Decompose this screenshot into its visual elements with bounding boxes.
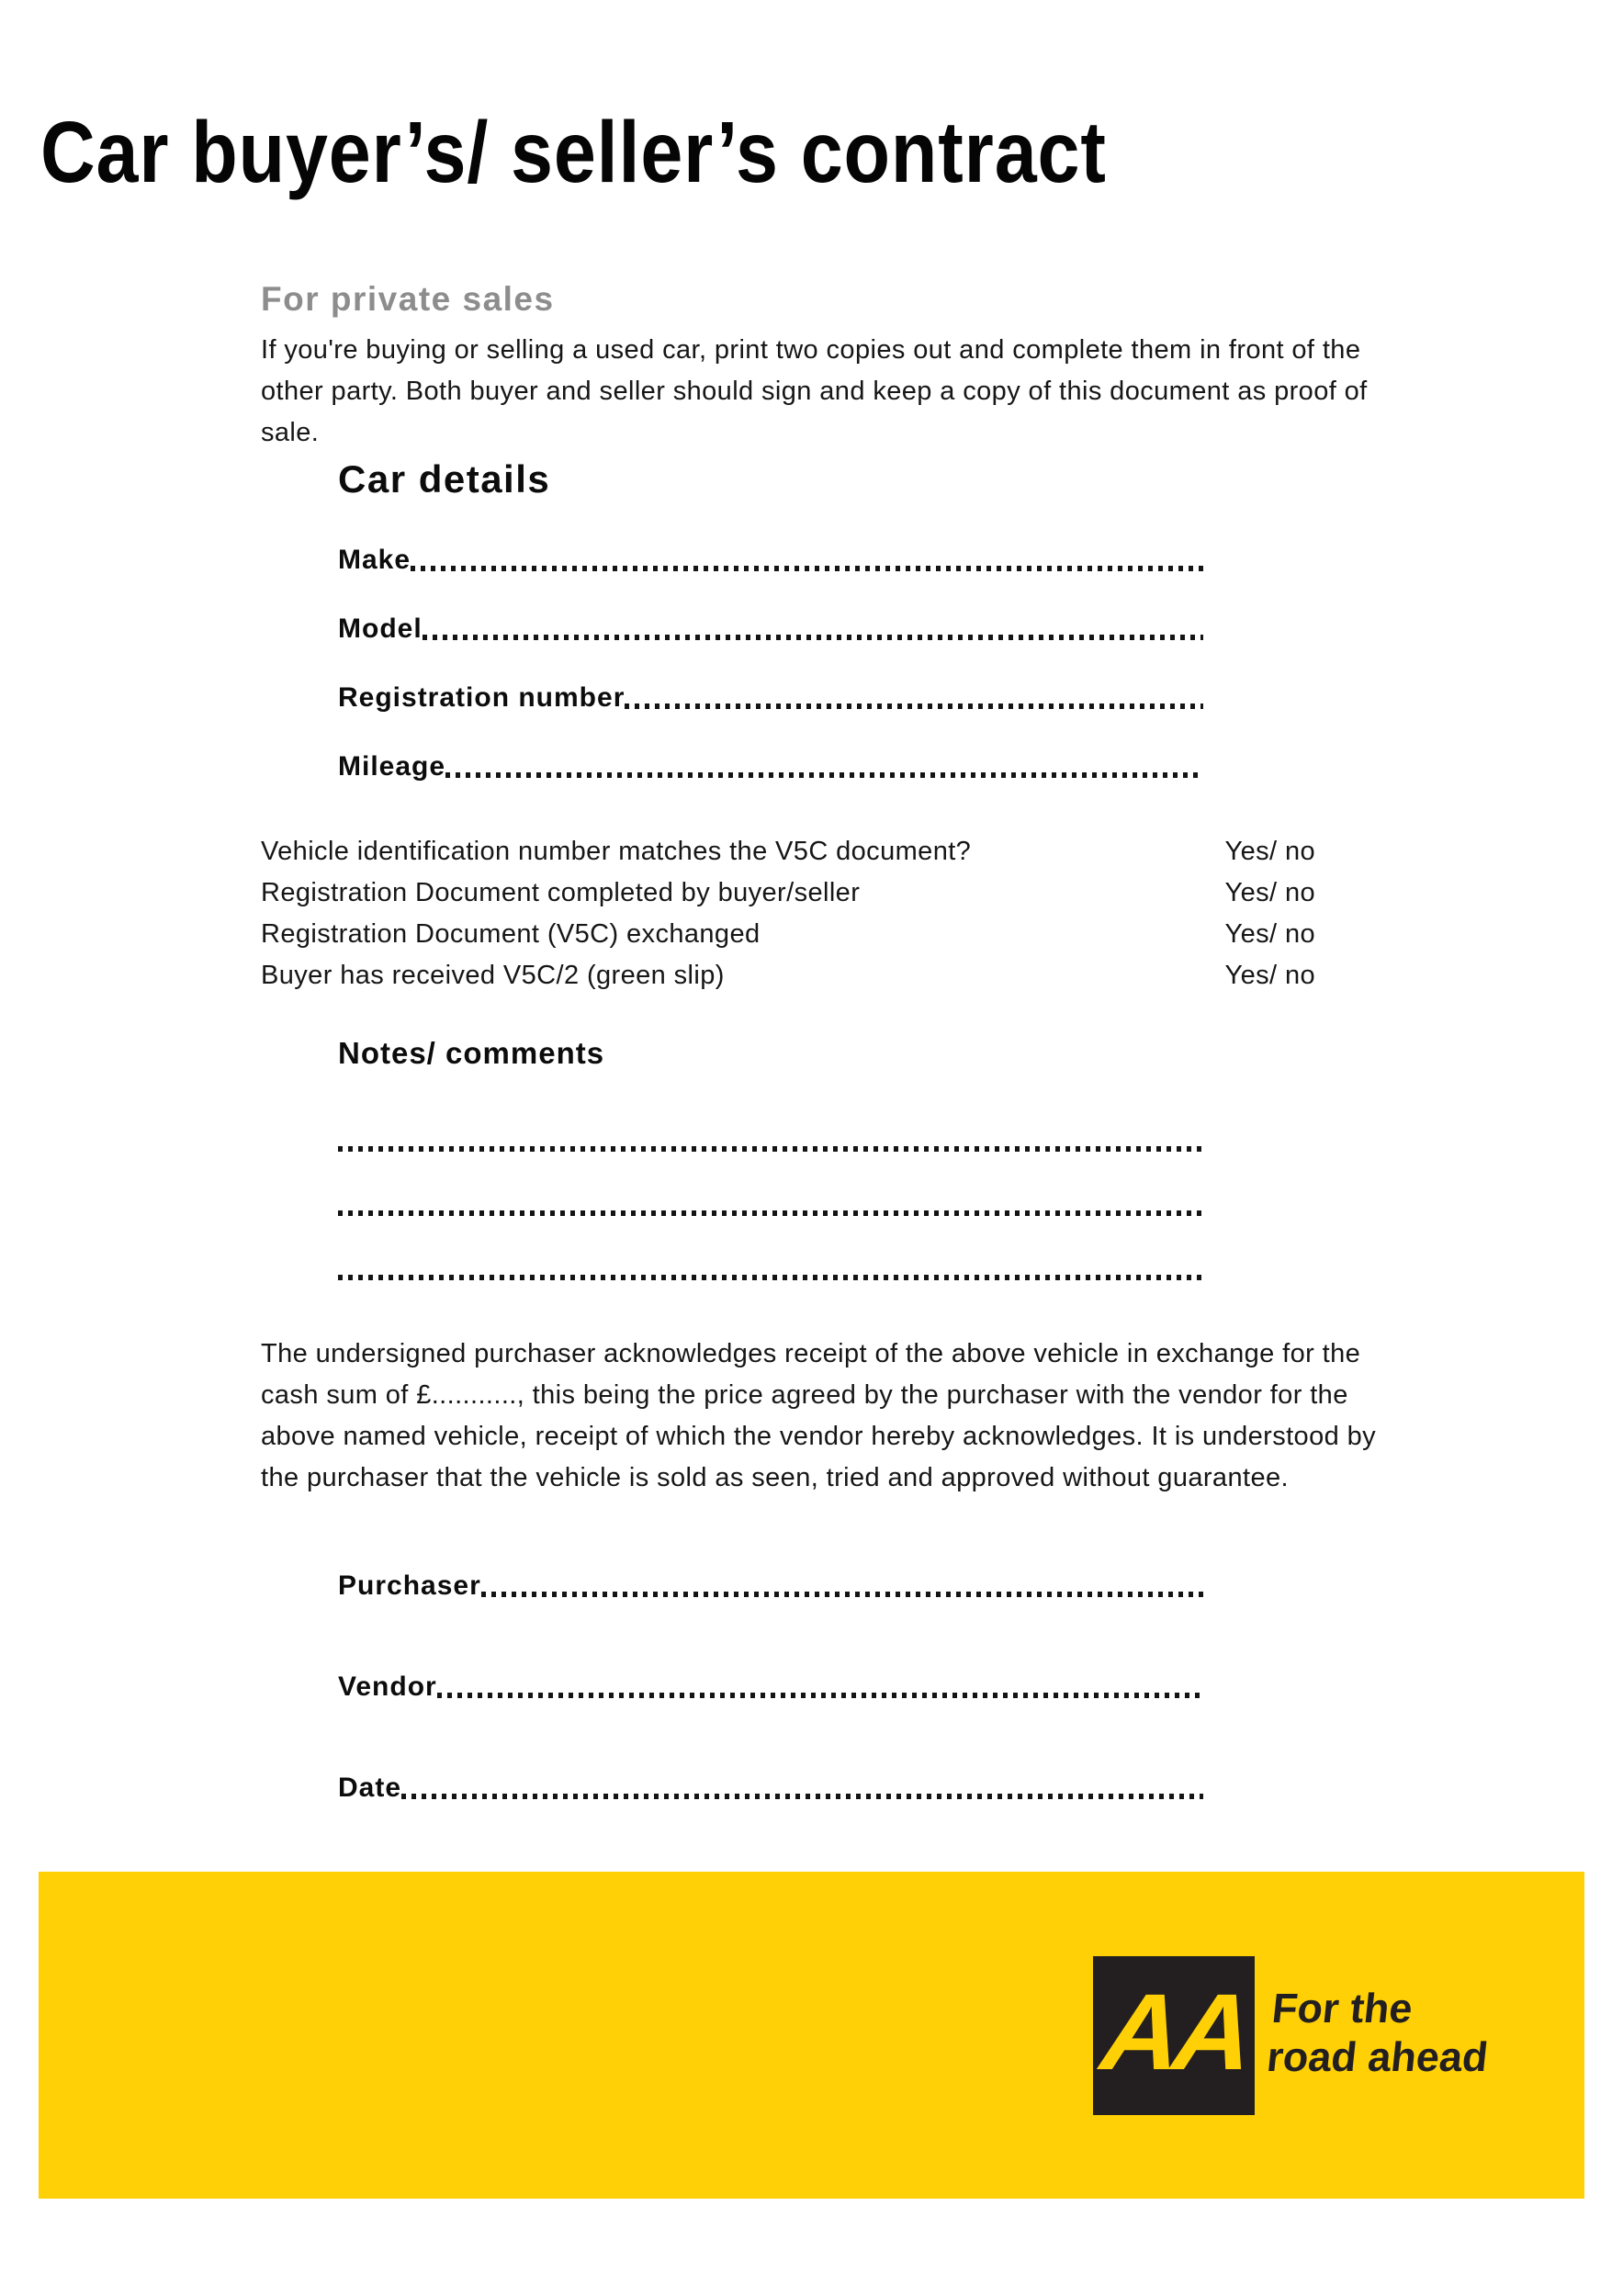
notes-fill-line xyxy=(338,1210,1203,1216)
checklist-row xyxy=(261,872,1315,914)
vendor-field xyxy=(338,1664,1203,1703)
aa-slogan xyxy=(1265,1984,1495,2081)
aa-brand-banner xyxy=(39,1872,1584,2199)
purchaser-label: Purchaser xyxy=(338,1570,481,1601)
mileage-label: Mileage xyxy=(338,751,446,782)
aa-logo-letters: AA xyxy=(1096,1971,1253,2093)
intro-section xyxy=(261,280,1395,454)
registration-number-field xyxy=(338,675,1203,714)
checklist-row xyxy=(261,955,1315,996)
date-fill-line xyxy=(401,1794,1203,1799)
checklist-question: Buyer has received V5C/2 (green slip) xyxy=(261,961,725,990)
date-label: Date xyxy=(338,1773,402,1803)
date-field xyxy=(338,1765,1203,1804)
purchaser-field xyxy=(338,1563,1203,1602)
intro-paragraph: If you're buying or selling a used car, print two copies out and complete them in front of the other party. Both buyer and seller should sign and keep a copy of this document as proof of sale. xyxy=(261,335,1368,447)
registration-number-fill-line xyxy=(625,703,1203,709)
checklist-answer: Yes/ no xyxy=(1224,878,1315,907)
aa-logo xyxy=(1093,1956,1255,2115)
make-label: Make xyxy=(338,545,411,575)
registration-number-label: Registration number xyxy=(338,682,626,713)
make-fill-line xyxy=(411,566,1203,571)
notes-comments-heading: Notes/ comments xyxy=(338,1036,605,1070)
purchaser-fill-line xyxy=(481,1592,1203,1597)
slogan-line-1: For the xyxy=(1269,1985,1415,2032)
make-field xyxy=(338,537,1203,576)
page-title: Car buyer’s/ seller’s contract xyxy=(40,104,1107,201)
slogan-line-2: road ahead xyxy=(1264,2033,1491,2080)
checklist-question: Registration Document (V5C) exchanged xyxy=(261,919,761,949)
checklist-answer: Yes/ no xyxy=(1224,837,1315,866)
checklist-row xyxy=(261,831,1315,872)
document-checklist xyxy=(261,831,1315,996)
model-field xyxy=(338,606,1203,645)
notes-fill-line xyxy=(338,1146,1203,1152)
model-label: Model xyxy=(338,613,423,644)
checklist-row xyxy=(261,914,1315,955)
model-fill-line xyxy=(423,635,1203,640)
declaration-paragraph: The undersigned purchaser acknowledges receipt of the above vehicle in exchange for the cash sum of £..........., this being the price agreed by the purchaser with the vendor for the above named vehicle, receipt of which the vendor hereby acknowledges. It is understood by the purchaser that the vehicle is sold as seen, tried and approved without guarantee. xyxy=(261,1339,1377,1492)
mileage-fill-line xyxy=(445,772,1203,778)
notes-lines xyxy=(338,1146,1203,1339)
signature-fields xyxy=(338,1563,1203,1866)
checklist-answer: Yes/ no xyxy=(1224,919,1315,949)
checklist-question: Registration Document completed by buyer/seller xyxy=(261,878,861,907)
mileage-field xyxy=(338,744,1203,782)
vendor-label: Vendor xyxy=(338,1671,437,1702)
checklist-question: Vehicle identification number matches the V5C document? xyxy=(261,837,972,866)
car-details-heading: Car details xyxy=(338,457,551,501)
checklist-answer: Yes/ no xyxy=(1224,961,1315,990)
car-details-fields xyxy=(338,537,1203,813)
notes-fill-line xyxy=(338,1275,1203,1280)
vendor-fill-line xyxy=(437,1693,1203,1698)
private-sales-heading: For private sales xyxy=(261,280,555,318)
